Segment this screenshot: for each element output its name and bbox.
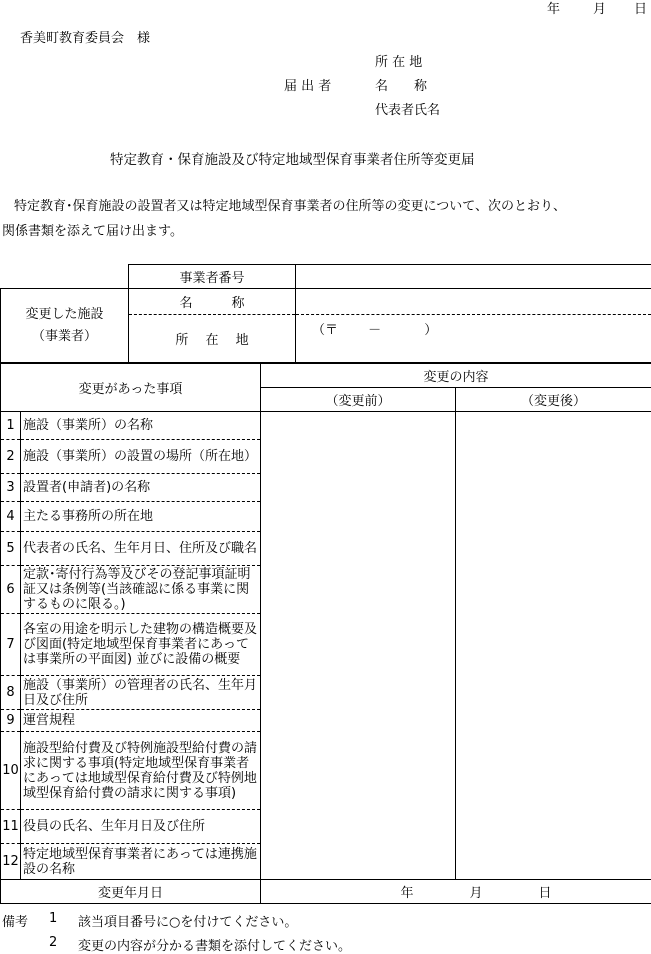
item-text: 運営規程 (21, 710, 261, 732)
item-text: 役員の氏名、生年月日及び住所 (21, 810, 261, 844)
item-number[interactable]: 11 (1, 810, 21, 844)
intro-line-1: 特定教育･保育施設の設置者又は特定地域型保育事業者の住所等の変更について、次のとおり、 (14, 195, 566, 214)
filer-name-label: 名 称 (375, 75, 427, 94)
after-content-field[interactable] (456, 412, 651, 880)
facility-address-label: 所 在 地 (129, 315, 296, 363)
facility-address-field[interactable] (296, 315, 651, 363)
business-number-field[interactable] (296, 265, 651, 289)
change-date-day: 日 (539, 882, 552, 901)
change-date-month: 月 (470, 882, 483, 901)
item-text: 主たる事務所の所在地 (21, 502, 261, 532)
postal-code-text: （〒 － ） (312, 323, 437, 338)
item-text: 施設（事業所）の管理者の氏名、生年月日及び住所 (21, 676, 261, 710)
item-text: 代表者の氏名、生年月日、住所及び職名 (21, 532, 261, 566)
changed-items-header: 変更があった事項 (1, 364, 261, 412)
after-header: （変更後） (456, 388, 651, 412)
changed-facility-label-line1: 変更した施設 (1, 304, 128, 326)
item-text: 施設型給付費及び特例施設型給付費の請求に関する事項(特定地域型保育事業者にあっては地域型保育給付費及び特例地域型保育給付費の請求に関する事項) (21, 732, 261, 810)
item-number[interactable]: 1 (1, 412, 21, 440)
changed-facility-label-line2: （事業者） (1, 326, 128, 348)
item-text: 設置者(申請者)の名称 (21, 474, 261, 502)
facility-name-label: 名 称 (129, 289, 296, 315)
facility-table (0, 264, 651, 363)
filer-representative-label: 代表者氏名 (375, 99, 440, 118)
notes-label: 備考 (2, 911, 28, 930)
item-number[interactable]: 9 (1, 710, 21, 732)
item-text: 定款･寄付行為等及びその登記事項証明証又は条例等(当該確認に係る事業に関するものに限る。) (21, 566, 261, 614)
before-content-field[interactable] (261, 412, 456, 880)
changed-facility-label (1, 289, 129, 363)
before-header: （変更前） (261, 388, 456, 412)
change-date-label: 変更年月日 (1, 880, 261, 904)
item-number[interactable]: 5 (1, 532, 21, 566)
note-1-number: 1 (49, 911, 57, 926)
filer-label: 届 出 者 (284, 75, 331, 94)
item-number[interactable]: 4 (1, 502, 21, 532)
note-2: 変更の内容が分かる書類を添付してください。 (78, 935, 351, 954)
date-day: 日 (634, 0, 647, 17)
item-text: 特定地域型保育事業者にあっては連携施設の名称 (21, 844, 261, 880)
note-2-number: 2 (49, 935, 57, 950)
item-number[interactable]: 8 (1, 676, 21, 710)
item-number[interactable]: 7 (1, 614, 21, 676)
changes-table (0, 363, 651, 904)
date-month: 月 (593, 0, 606, 17)
date-year: 年 (547, 0, 560, 17)
filer-address-label: 所 在 地 (375, 51, 422, 70)
item-number[interactable]: 3 (1, 474, 21, 502)
change-date-field[interactable] (261, 880, 651, 904)
document-title: 特定教育・保育施設及び特定地域型保育事業者住所等変更届 (110, 148, 475, 168)
change-date-year: 年 (400, 882, 413, 901)
item-text: 施設（事業所）の設置の場所（所在地） (21, 440, 261, 474)
item-number[interactable]: 2 (1, 440, 21, 474)
item-text: 施設（事業所）の名称 (21, 412, 261, 440)
item-text: 各室の用途を明示した建物の構造概要及び図面(特定地域型保育事業者にあっては事業所の平面図) 並びに設備の概要 (21, 614, 261, 676)
table-row (1, 412, 651, 440)
intro-line-2: 関係書類を添えて届け出ます。 (2, 220, 183, 239)
addressee: 香美町教育委員会 様 (20, 27, 150, 46)
change-content-header: 変更の内容 (261, 364, 651, 388)
item-number[interactable]: 6 (1, 566, 21, 614)
item-number[interactable]: 10 (1, 732, 21, 810)
facility-name-field[interactable] (296, 289, 651, 315)
note-1: 該当項目番号に○を付けてください。 (78, 911, 297, 930)
item-number[interactable]: 12 (1, 844, 21, 880)
business-number-label: 事業者番号 (129, 265, 296, 289)
